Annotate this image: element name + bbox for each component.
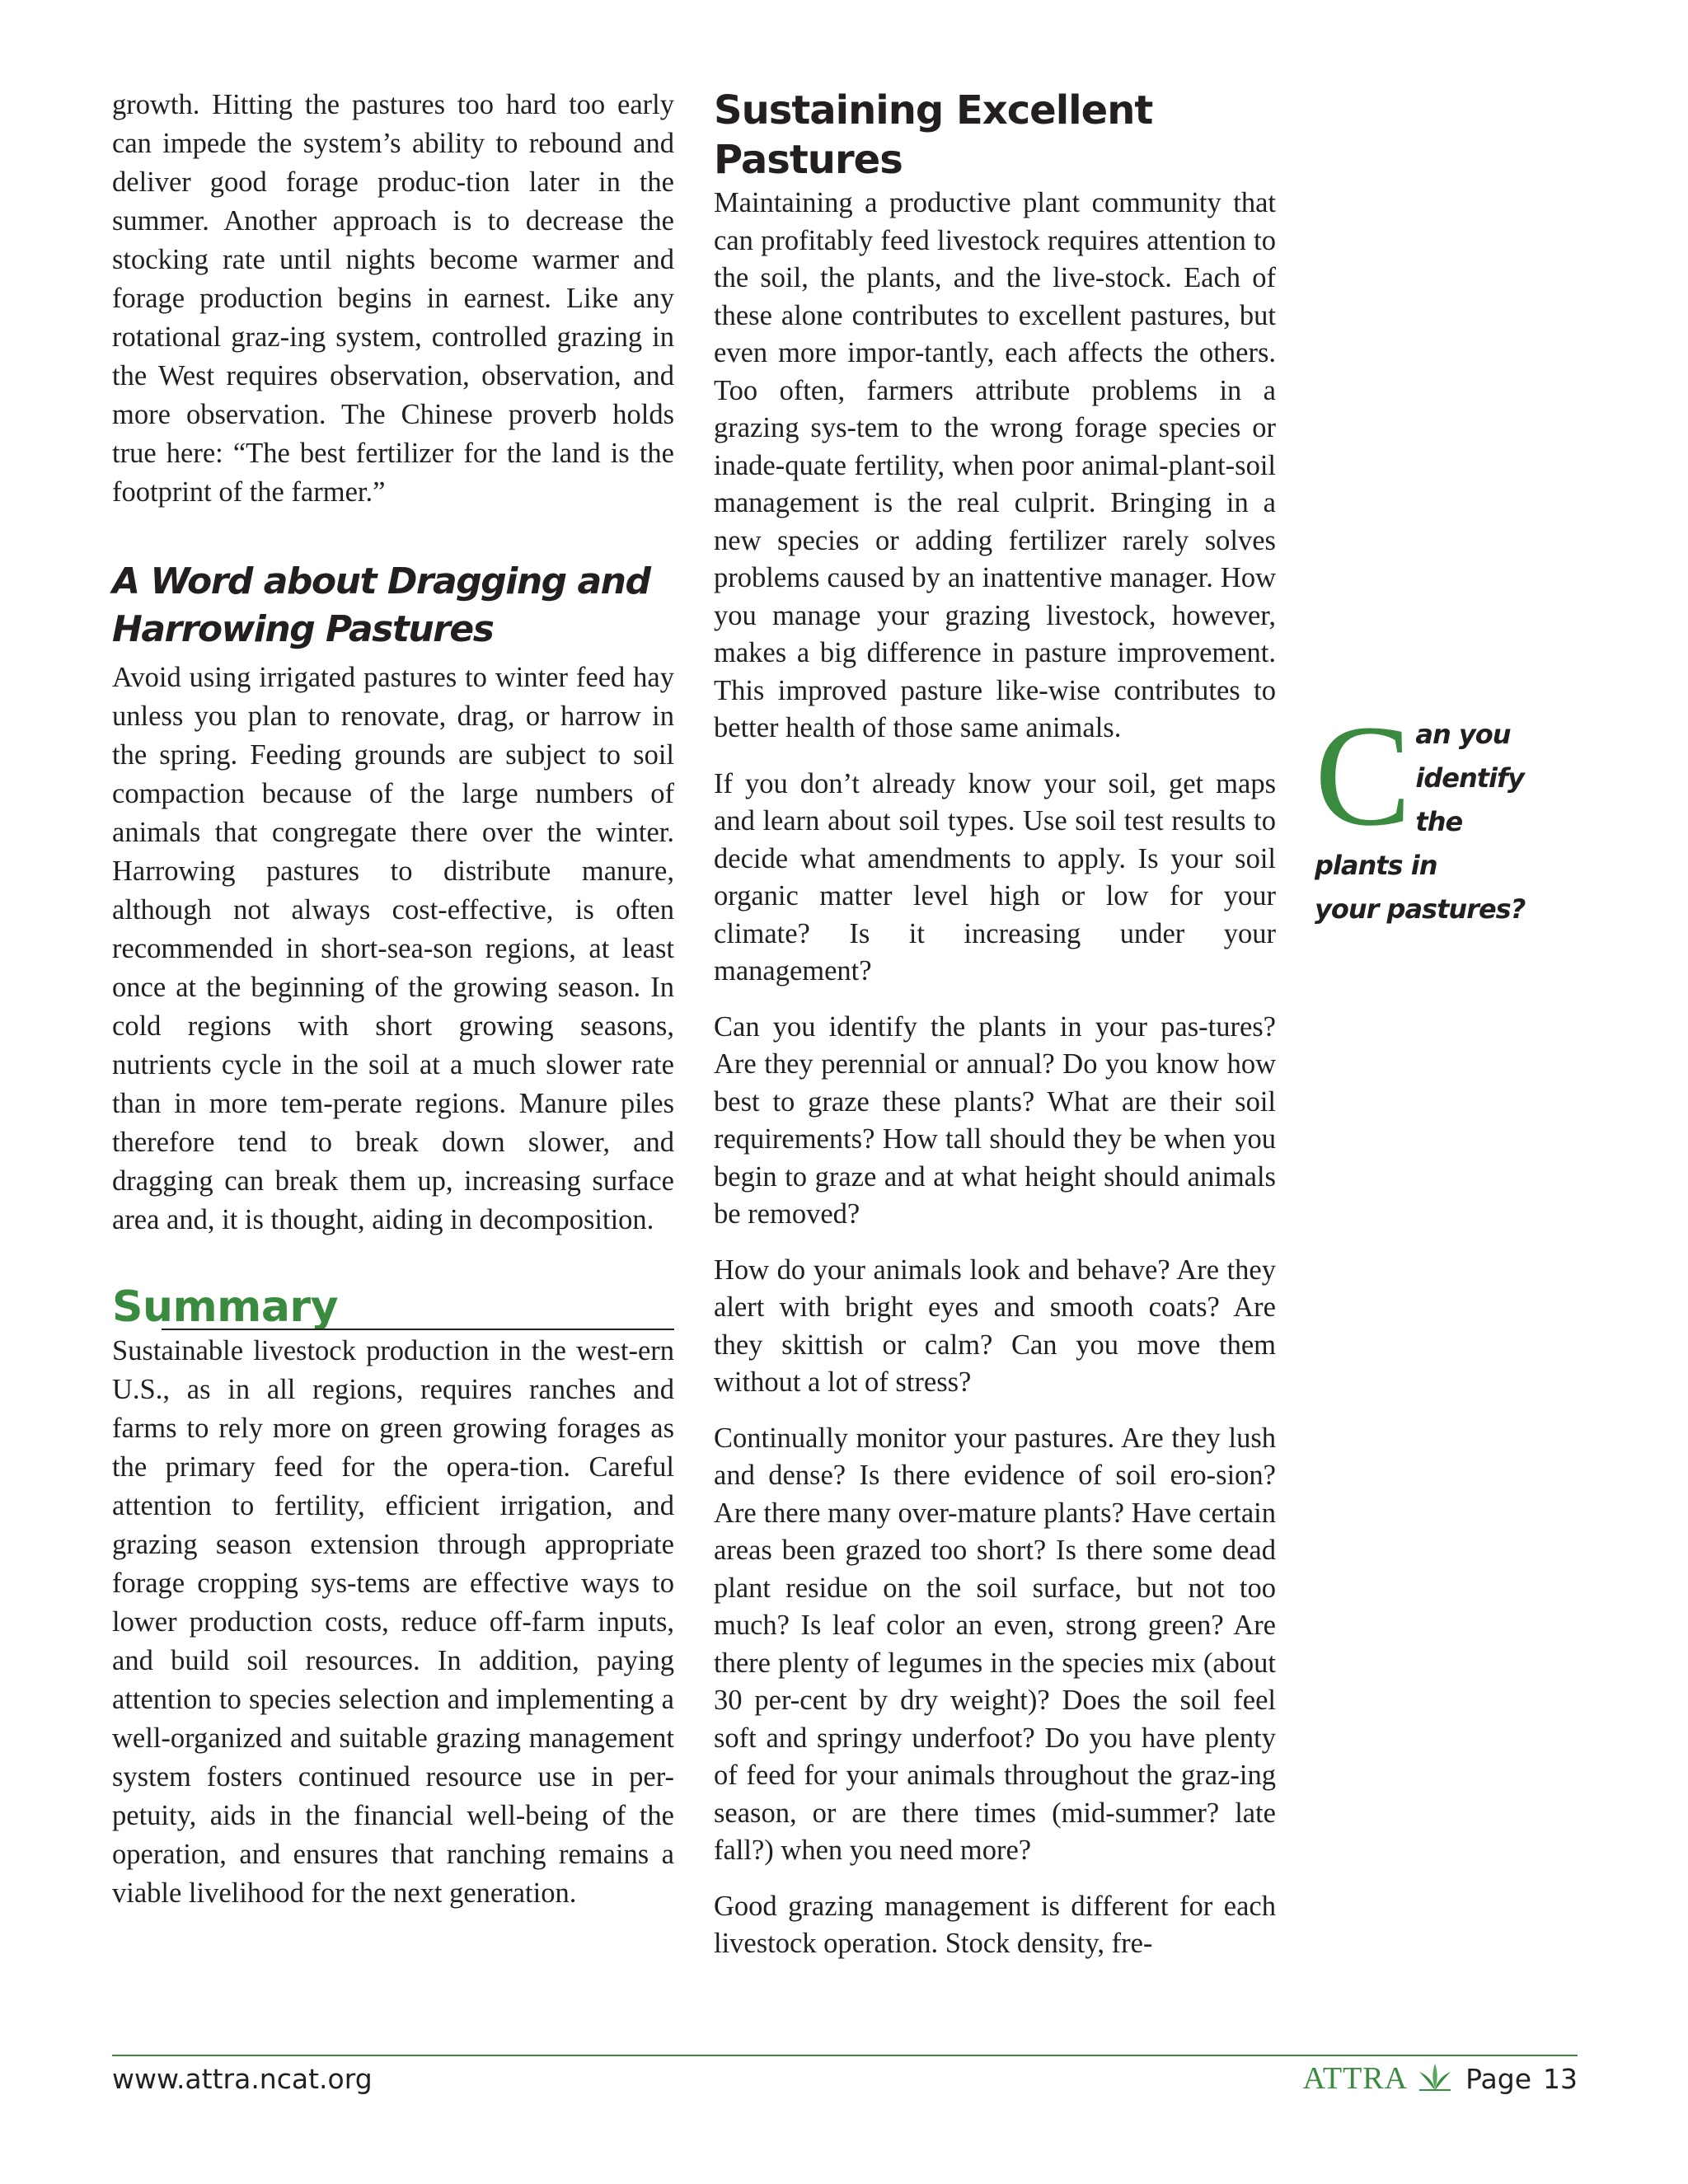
middle-column — [714, 86, 1276, 1963]
footer-url[interactable]: www.attra.ncat.org — [112, 2063, 373, 2095]
footer-rule — [112, 2055, 1578, 2056]
page-number: 13 — [1543, 2062, 1578, 2095]
pull-quote-line-3: plants in — [1315, 850, 1437, 881]
leaf-logo-icon — [1416, 2062, 1454, 2096]
pull-quote-line-2: identify the — [1415, 762, 1524, 837]
pull-quote-line-1: an you — [1415, 719, 1511, 750]
summary-paragraph: Sustainable livestock production in the west-ern U.S., as in all regions, requires ranches and farms to rely more on green growing forages as the primary feed for the opera-tion. Careful attention to fertility, efficient irrigation, and grazing season extension through appropriate forage cropping sys-tems are effective ways to lower production costs, reduce off-farm inputs, and build soil resources. In addition, paying attention to species selection and implementing a well-organized and suitable grazing management system fosters continued resource use in per-petuity, aids in the financial well-being of the operation, and ensures that ranching remains a viable livelihood for the next generation. — [112, 1335, 674, 1909]
summary-heading-block — [112, 1282, 674, 1332]
pull-quote-line-4: your pastures? — [1315, 893, 1526, 925]
footer-branding — [1303, 2060, 1578, 2097]
paragraph-maintaining: Maintaining a productive plant community that can profitably feed livestock requires attention to the soil, the plants, and the live-stock. Each of these alone contributes to excellent pastures, but even more impor-tantly, each affects the others. Too often, farmers attribute problems in a grazing sys-tem to the wrong forage species or inade-quate fertility, when poor animal-plant-soil management is the real culprit. Bringing in a new species or adding fertilizer rarely solves problems caused by an inattentive manager. How you manage your grazing livestock, however, makes a big difference in pasture improvement. This improved pasture like-wise contributes to better health of those same animals. — [714, 187, 1276, 743]
pull-quote-drop-cap: C — [1315, 696, 1411, 856]
left-column — [112, 86, 674, 1913]
page-label: Page — [1465, 2062, 1531, 2095]
paragraph-soil: If you don’t already know your soil, get maps and learn about soil types. Use soil test results to decide what amendments to apply. Is your soil organic matter level high or low for your climate? Is it increasing under your management? — [714, 767, 1276, 987]
intro-paragraph: growth. Hitting the pastures too hard too early can impede the system’s ability to rebound and deliver good forage produc-tion later in the summer. Another approach is to decrease the stocking rate until nights become warmer and forage production begins in earnest. Like any rotational graz-ing system, controlled grazing in the West requires observation, observation, and more observation. The Chinese proverb holds true here: “The best fertilizer for the land is the footprint of the farmer.” — [112, 89, 674, 508]
paragraph-plants: Can you identify the plants in your pas-tures? Are they perennial or annual? Do you know how best to graze these plants? What are their soil requirements? How tall should they be when you begin to graze and at what height should animals be removed? — [714, 1010, 1276, 1230]
summary-heading: Summary — [112, 1282, 338, 1332]
dragging-paragraph: Avoid using irrigated pastures to winter feed hay unless you plan to renovate, drag, or harrow in the spring. Feeding grounds are subject to soil compaction because of the large numbers of animals that congregate there over the winter. Harrowing pastures to distribute manure, although not always cost-effective, is often recommended in short-sea-son regions, at least once at the beginning of the growing season. In cold regions with short growing seasons, nutrients cycle in the soil at a much slower rate than in more tem-perate regions. Manure piles therefore tend to break down slower, and dragging can break them up, increasing surface area and, it is thought, aiding in decomposition. — [112, 662, 674, 1235]
summary-heading-rule — [162, 1329, 674, 1330]
attra-brand: ATTRA — [1302, 2061, 1409, 2096]
section-heading: Sustaining Excellent Pastures — [714, 87, 1153, 183]
paragraph-monitor: Continually monitor your pastures. Are they lush and dense? Is there evidence of soil ero-sion? Are there many over-mature plants? Have certain areas been grazed too short? Is there some dead plant residue on the soil surface, but not too much? Is leaf color an even, strong green? Are there plenty of legumes in the species mix (about 30 per-cent by dry weight)? Does the soil feel soft and springy underfoot? Do you have plenty of feed for your animals throughout the graz-ing season, or are there times (mid-summer? late fall?) when you need more? — [714, 1422, 1276, 1866]
paragraph-management: Good grazing management is different for each livestock operation. Stock density, fre- — [714, 1890, 1276, 1959]
dragging-heading: A Word about Dragging and Harrowing Pastures — [112, 560, 650, 650]
paragraph-animals: How do your animals look and behave? Are they alert with bright eyes and smooth coats? Are they skittish or calm? Can you move them without a lot of stress? — [714, 1254, 1276, 1398]
pull-quote — [1315, 696, 1562, 931]
